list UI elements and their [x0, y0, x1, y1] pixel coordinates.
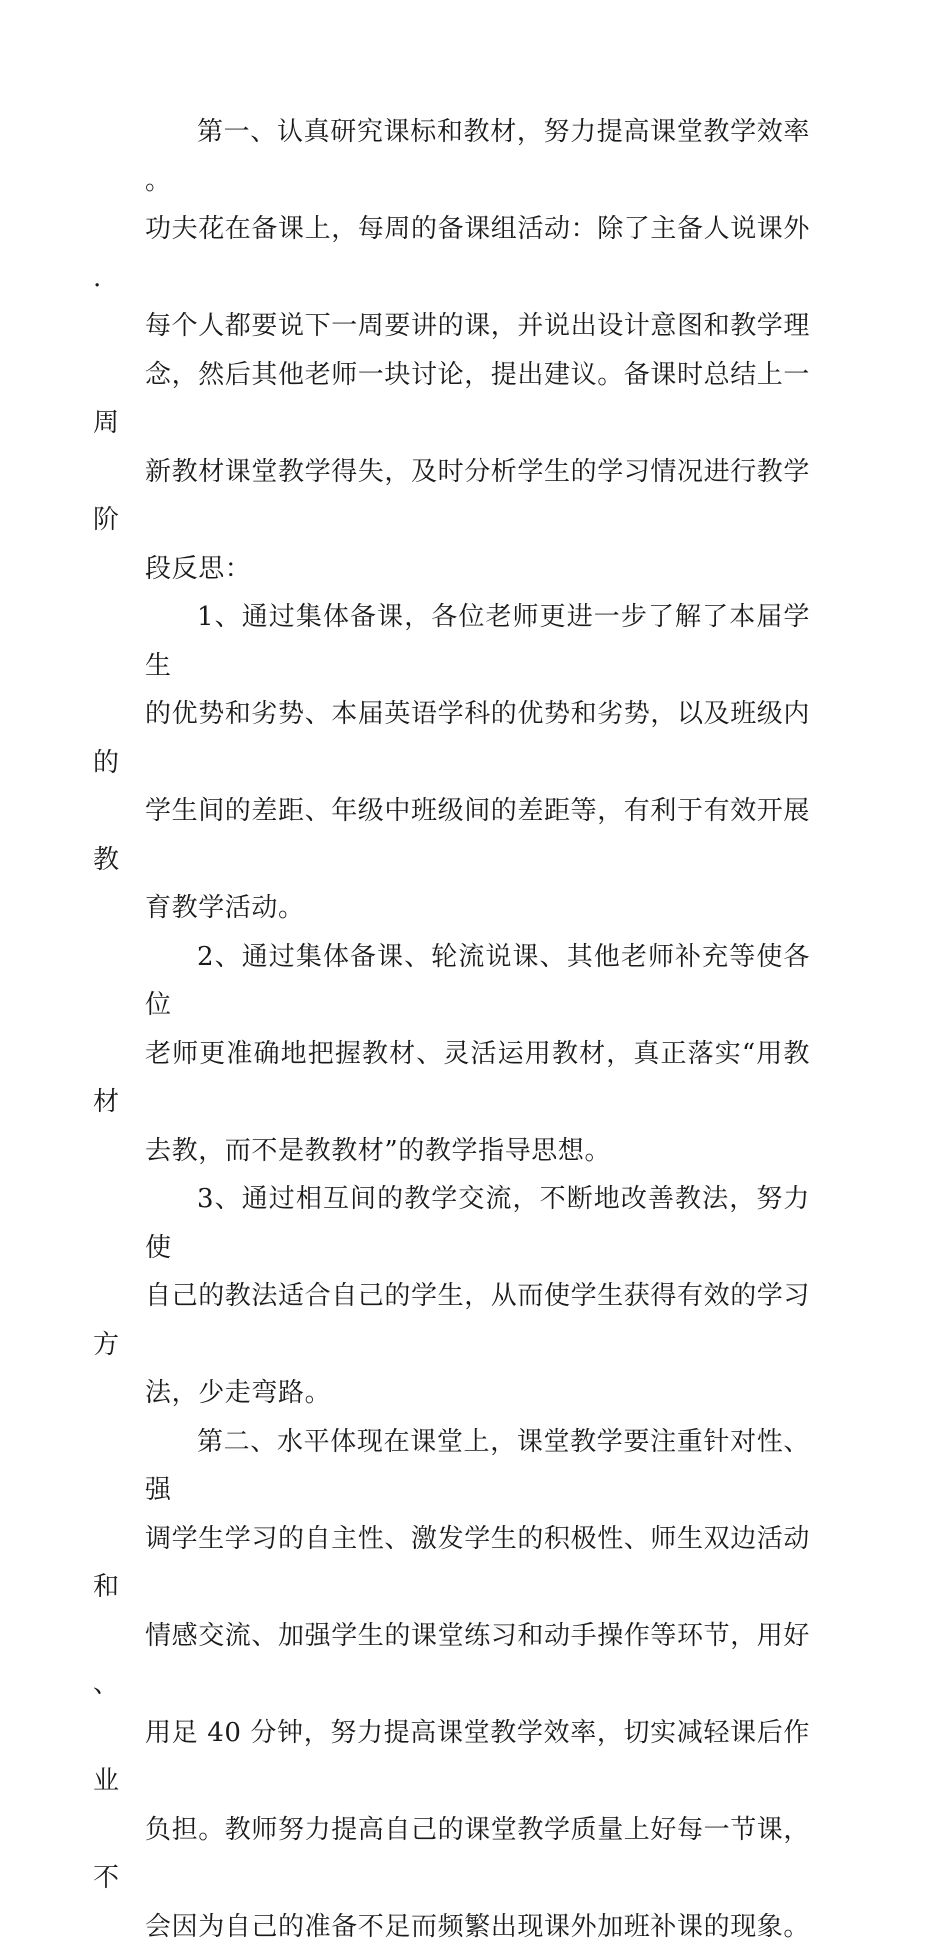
text-line: 老师更准确地把握教材、灵活运用教材，真正落实“用教材 [93, 1030, 810, 1127]
text-line: 用足 40 分钟，努力提高课堂教学效率，切实减轻课后作业 [93, 1709, 810, 1806]
text-line: 会因为自己的准备不足而频繁出现课外加班补课的现象。 [93, 1903, 810, 1951]
text-line: 1、通过集体备课，各位老师更进一步了解了本届学生 [145, 593, 810, 690]
text-line: 调学生学习的自主性、激发学生的积极性、师生双边活动和 [93, 1515, 810, 1612]
text-line: 法，少走弯路。 [93, 1369, 810, 1418]
text-line: 新教材课堂教学得失，及时分析学生的学习情况进行教学阶 [93, 448, 810, 545]
text-line: 负担。教师努力提高自己的课堂教学质量上好每一节课，不 [93, 1806, 810, 1903]
text-line: 情感交流、加强学生的课堂练习和动手操作等环节，用好、 [93, 1612, 810, 1709]
paragraph-2 [145, 593, 810, 933]
text-line: 念，然后其他老师一块讨论，提出建议。备课时总结上一周 [93, 351, 810, 448]
paragraph-5 [145, 1418, 810, 1951]
text-line: 第二、水平体现在课堂上，课堂教学要注重针对性、强 [145, 1418, 810, 1515]
paragraph-1 [145, 108, 810, 593]
text-line: 第一、认真研究课标和教材，努力提高课堂教学效率。 [145, 108, 810, 205]
text-line: 2、通过集体备课、轮流说课、其他老师补充等使各位 [145, 933, 810, 1030]
paragraph-4 [145, 1175, 810, 1418]
text-line: 3、通过相互间的教学交流，不断地改善教法，努力使 [145, 1175, 810, 1272]
document-body [145, 108, 810, 1951]
text-line: 每个人都要说下一周要讲的课，并说出设计意图和教学理 [93, 302, 810, 351]
text-line: 学生间的差距、年级中班级间的差距等，有利于有效开展教 [93, 787, 810, 884]
text-line: 自己的教法适合自己的学生，从而使学生获得有效的学习方 [93, 1272, 810, 1369]
text-line: 段反思： [93, 545, 810, 594]
paragraph-3 [145, 933, 810, 1176]
text-line: 的优势和劣势、本届英语学科的优势和劣势，以及班级内的 [93, 690, 810, 787]
text-line: 去教，而不是教教材”的教学指导思想。 [93, 1127, 810, 1176]
text-line: 功夫花在备课上，每周的备课组活动：除了主备人说课外. [93, 205, 810, 302]
text-line: 育教学活动。 [93, 884, 810, 933]
